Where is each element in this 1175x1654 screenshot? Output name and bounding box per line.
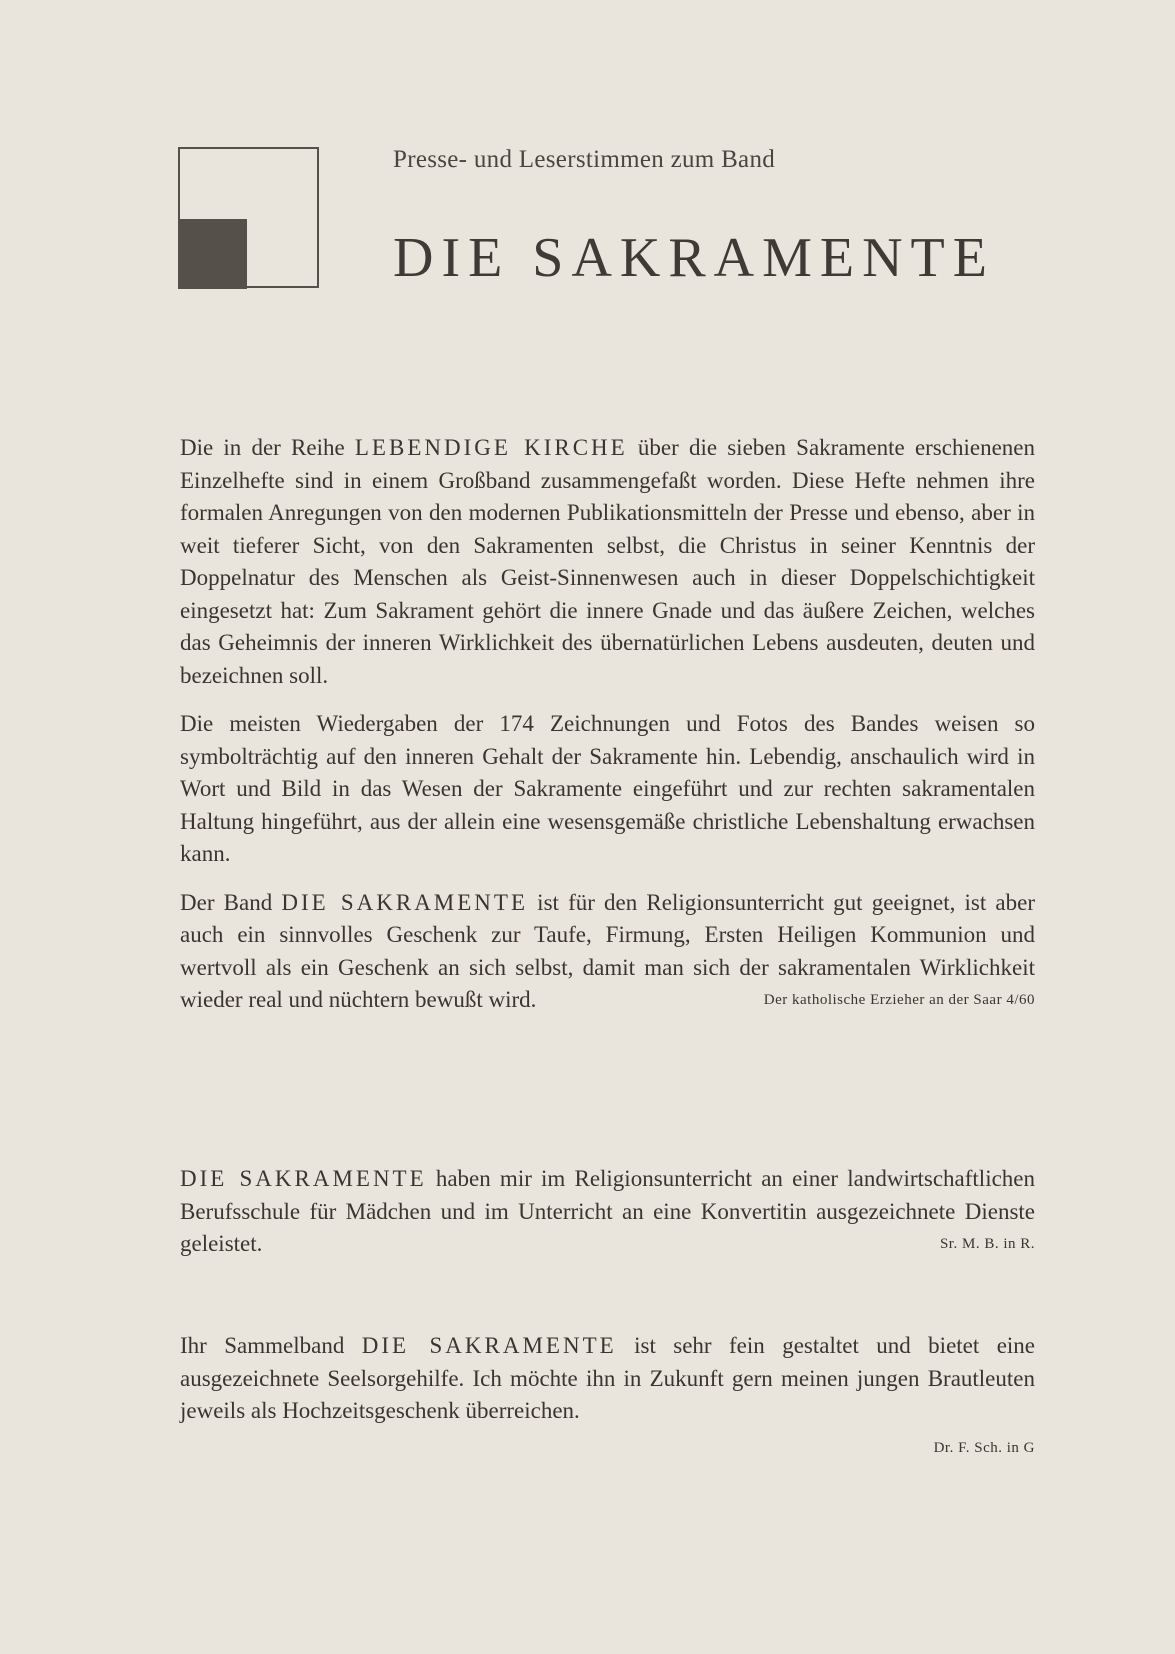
header-title: DIE SAKRAMENTE bbox=[393, 227, 995, 289]
publisher-logo bbox=[178, 147, 320, 289]
review-3 bbox=[180, 1330, 1035, 1480]
review-2 bbox=[180, 1163, 1035, 1277]
review-1-paragraph-2: Die meisten Wiedergaben der 174 Zeichnungen und Fotos des Bandes weisen so symbolträchtig auf den inneren Gehalt der Sakramente hin. Lebendig, anschaulich wird in Wort und Bild in das Wesen der Sakramente eingeführt und zur rechten sakramentalen Haltung hingeführt, aus der allein eine wesensgemäße christliche Lebenshaltung erwachsen kann. bbox=[180, 711, 1035, 866]
review-3-source: Dr. F. Sch. in G bbox=[933, 1439, 1035, 1456]
header-subtitle: Presse- und Leserstimmen zum Band bbox=[393, 146, 776, 173]
review-1-source: Der katholische Erzieher an der Saar 4/60 bbox=[763, 992, 1035, 1008]
review-3-paragraph: Ihr Sammelband DIE SAKRAMENTE ist sehr fein gestaltet und bietet eine ausgezeichnete Seelsorgehilfe. Ich möchte ihn in Zukunft gern meinen jungen Brautleuten jeweils als Hochzeitsgeschenk überreichen. Dr. F. Sch. in G bbox=[180, 1330, 1035, 1464]
review-2-paragraph: DIE SAKRAMENTE haben mir im Religionsunterricht an einer landwirtschaftlichen Berufsschule für Mädchen und im Unterricht an eine Konvertitin ausgezeichnete Dienste geleistet. Sr. M. B. in R. bbox=[180, 1163, 1035, 1261]
review-1 bbox=[180, 432, 1035, 1033]
review-1-paragraph-1: Die in der Reihe LEBENDIGE KIRCHE über die sieben Sakramente erschienenen Einzelhefte sind in einem Großband zusammengefaßt worden. Diese Hefte nehmen ihre formalen Anregungen von den modernen Publikationsmitteln der Presse und ebenso, aber in weit tieferer Sicht, von den Sakramenten selbst, die Christus in seiner Kenntnis der Doppelnatur des Menschen als Geist-Sinnenwesen auch in dieser Doppelschichtigkeit eingesetzt hat: Zum Sakrament gehört die innere Gnade und das äußere Zeichen, welches das Geheimnis der inneren Wirklichkeit des übernatürlichen Lebens ausdeuten, deuten und bezeichnen soll. bbox=[180, 435, 1035, 688]
book-title: DIE SAKRAMENTE bbox=[361, 1333, 617, 1358]
square-logo-icon bbox=[178, 147, 320, 289]
review-2-source: Sr. M. B. in R. bbox=[939, 1236, 1035, 1252]
book-title: DIE SAKRAMENTE bbox=[281, 889, 529, 915]
series-name: LEBENDIGE KIRCHE bbox=[354, 435, 628, 460]
review-1-paragraph-3: Der Band DIE SAKRAMENTE ist für den Religionsunterricht gut geeignet, ist aber auch ein sinnvolles Geschenk zur Taufe, Firmung, Ersten Heiligen Kommunion und wertvoll als ein Geschenk an sich selbst, damit man sich der sakramentalen Wirklichkeit wieder real und nüchtern bewußt wird. Der katholische Erzieher an der Saar 4/60 bbox=[180, 887, 1035, 1017]
book-title: DIE SAKRAMENTE bbox=[180, 1166, 427, 1191]
